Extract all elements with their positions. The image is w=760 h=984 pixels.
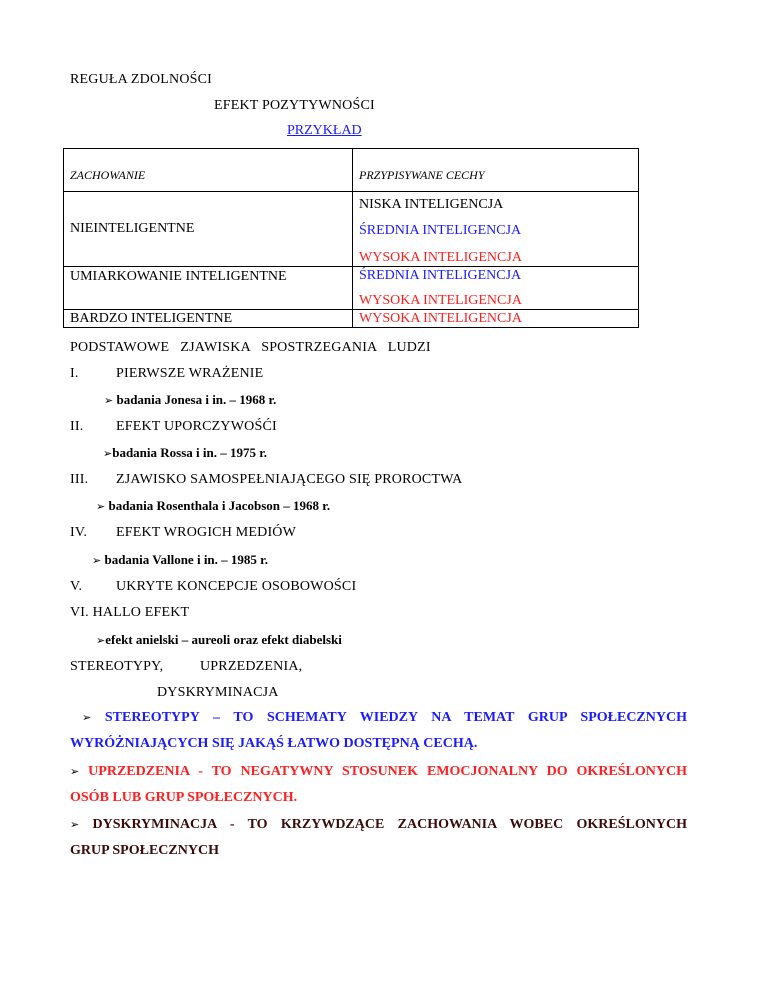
list-note: ➢badania Rossa i in. – 1975 r. bbox=[103, 445, 268, 460]
list-label: PIERWSZE WRAŻENIE bbox=[116, 366, 264, 381]
definition-stereotypes: ➢ STEREOTYPY – TO SCHEMATY WIEDZY NA TEMAT GRUP SPOŁECZNYCH WYRÓŻNIAJĄCYCH SIĘ JAKĄŚ ŁATWO DOSTĘPNĄ CECHĄ. bbox=[70, 710, 687, 751]
definition-prejudice: ➢ UPRZEDZENIA - TO NEGATYWNY STOSUNEK EMOCJONALNY DO OKREŚLONYCH OSÓB LUB GRUP SPOŁECZNYCH. bbox=[70, 764, 688, 805]
trait-high: WYSOKA INTELIGENCJA bbox=[359, 311, 522, 326]
arrow-icon: ➢ bbox=[103, 447, 113, 460]
list-note: ➢efekt anielski – aureoli oraz efekt diabelski bbox=[96, 632, 342, 647]
list-item bbox=[70, 419, 277, 435]
list-number: IV. bbox=[70, 525, 88, 540]
list-item bbox=[70, 525, 296, 541]
behavior-cell: NIEINTELIGENTNE bbox=[64, 192, 353, 267]
list-label: HALLO EFEKT bbox=[92, 605, 190, 620]
phenomena-title: PODSTAWOWE ZJAWISKA SPOSTRZEGANIA LUDZI bbox=[70, 340, 431, 355]
list-item bbox=[70, 579, 356, 595]
list-item bbox=[70, 366, 263, 382]
list-number: I. bbox=[70, 366, 79, 381]
page-title: REGUŁA ZDOLNOŚCI bbox=[70, 72, 213, 87]
trait-medium: ŚREDNIA INTELIGENCJA bbox=[359, 223, 522, 238]
list-note: ➢ badania Rosenthala i Jacobson – 1968 r. bbox=[96, 498, 331, 513]
arrow-icon: ➢ bbox=[96, 500, 106, 513]
column-header-traits: PRZYPISYWANE CECHY bbox=[353, 149, 639, 192]
arrow-icon: ➢ bbox=[104, 394, 114, 407]
table-row bbox=[64, 310, 639, 328]
list-label: UKRYTE KONCEPCJE OSOBOWOŚCI bbox=[116, 579, 357, 594]
stereotypes-heading-2: UPRZEDZENIA, bbox=[200, 659, 303, 674]
stereotypes-heading-1: STEREOTYPY, bbox=[70, 659, 164, 674]
traits-cell bbox=[353, 192, 639, 267]
arrow-icon: ➢ bbox=[70, 765, 80, 778]
trait-low: NISKA INTELIGENCJA bbox=[359, 197, 504, 212]
trait-medium: ŚREDNIA INTELIGENCJA bbox=[359, 268, 522, 283]
list-label: EFEKT WROGICH MEDIÓW bbox=[116, 525, 297, 540]
definition-discrimination: ➢ DYSKRYMINACJA - TO KRZYWDZĄCE ZACHOWANIA WOBEC OKREŚLONYCH GRUP SPOŁECZNYCH bbox=[70, 817, 687, 858]
column-header-behavior: ZACHOWANIE bbox=[64, 149, 353, 192]
list-label: EFEKT UPORCZYWOŚĆI bbox=[116, 419, 277, 434]
list-number: III. bbox=[70, 472, 89, 487]
trait-high: WYSOKA INTELIGENCJA bbox=[359, 250, 522, 265]
table-row bbox=[64, 192, 639, 267]
behavior-cell: BARDZO INTELIGENTNE bbox=[64, 310, 353, 328]
list-number: II. bbox=[70, 419, 84, 434]
table-row bbox=[64, 267, 639, 310]
list-label: ZJAWISKO SAMOSPEŁNIAJĄCEGO SIĘ PROROCTWA bbox=[116, 472, 463, 487]
example-link[interactable]: PRZYKŁAD bbox=[287, 123, 362, 138]
list-number: V. bbox=[70, 579, 83, 594]
arrow-icon: ➢ bbox=[96, 634, 106, 647]
list-number: VI. bbox=[70, 605, 89, 620]
list-item bbox=[70, 605, 189, 621]
list-item bbox=[70, 472, 462, 488]
arrow-icon: ➢ bbox=[82, 711, 92, 724]
table-header-row bbox=[64, 149, 639, 192]
traits-table bbox=[63, 148, 639, 328]
page-subtitle: EFEKT POZYTYWNOŚCI bbox=[214, 98, 375, 113]
traits-cell bbox=[353, 267, 639, 310]
trait-high: WYSOKA INTELIGENCJA bbox=[359, 293, 522, 308]
list-note: ➢ badania Vallone i in. – 1985 r. bbox=[92, 552, 268, 567]
list-note: ➢ badania Jonesa i in. – 1968 r. bbox=[104, 392, 277, 407]
arrow-icon: ➢ bbox=[92, 554, 102, 567]
traits-cell bbox=[353, 310, 639, 328]
stereotypes-heading-3: DYSKRYMINACJA bbox=[157, 685, 279, 700]
behavior-cell: UMIARKOWANIE INTELIGENTNE bbox=[64, 267, 353, 310]
arrow-icon: ➢ bbox=[70, 818, 80, 831]
